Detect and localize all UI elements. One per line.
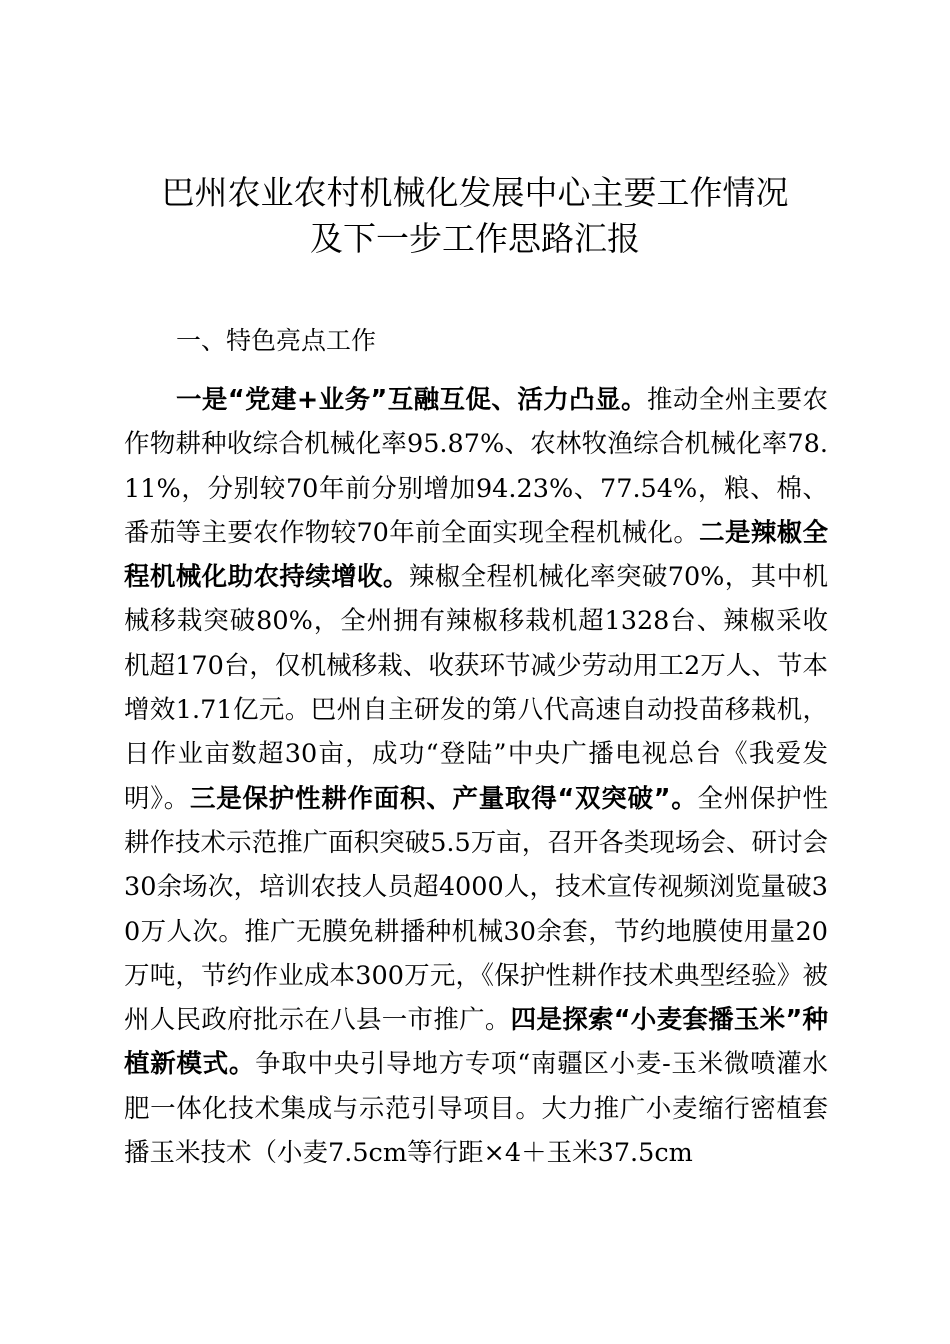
highlight-1-heading: 一是“党建+业务”互融互促、活力凸显。 <box>176 385 647 415</box>
highlight-1-text: 推动全州主要农作物耕种收综合机械化率95.87%、农林牧渔综合机械化率78.11%，分别较70年前分别增加94.23%、77.54%，粮、棉、番茄等主要农作物较70年前全面实现全程机械化。 <box>124 385 828 548</box>
highlight-4-heading: 四是探索“小麦套播玉米”种植新模式。 <box>124 1005 828 1080</box>
highlight-2-heading: 二是辣椒全程机械化助农持续增收。 <box>124 517 828 593</box>
section-heading: 一、特色亮点工作 <box>176 326 377 355</box>
highlight-4-text: 争取中央引导地方专项“南疆区小麦-玉米微喷灌水肥一体化技术集成与示范引导项目。大力推广小麦缩行密植套播玉米技术（小麦7.5cm等行距×4＋玉米37.5cm <box>124 1049 828 1169</box>
document-title <box>0 170 950 262</box>
highlight-3-text: 全州保护性耕作技术示范推广面积突破5.5万亩，召开各类现场会、研讨会30余场次，培训农技人员超4000人，技术宣传视频浏览量破30万人次。推广无膜免耕播种机械30余套，节约地膜使用量20万吨，节约作业成本300万元，《保护性耕作技术典型经验》被州人民政府批示在八县一市推广。 <box>124 783 828 1036</box>
highlight-2-text: 辣椒全程机械化率突破70%，其中机械移栽突破80%，全州拥有辣椒移栽机超1328台、辣椒采收机超170台，仅机械移栽、收获环节减少劳动用工2万人、节本增效1.71亿元。巴州自主研发的第八代高速自动投苗移栽机，日作业亩数超30亩，成功“登陆”中央广播电视总台《我爱发明》。 <box>124 562 828 814</box>
title-line-2: 及下一步工作思路汇报 <box>310 219 640 258</box>
body-paragraph <box>124 378 828 1175</box>
title-line-1: 巴州农业农村机械化发展中心主要工作情况 <box>161 173 789 212</box>
highlight-3-heading: 三是保护性耕作面积、产量取得“双突破”。 <box>190 783 698 814</box>
